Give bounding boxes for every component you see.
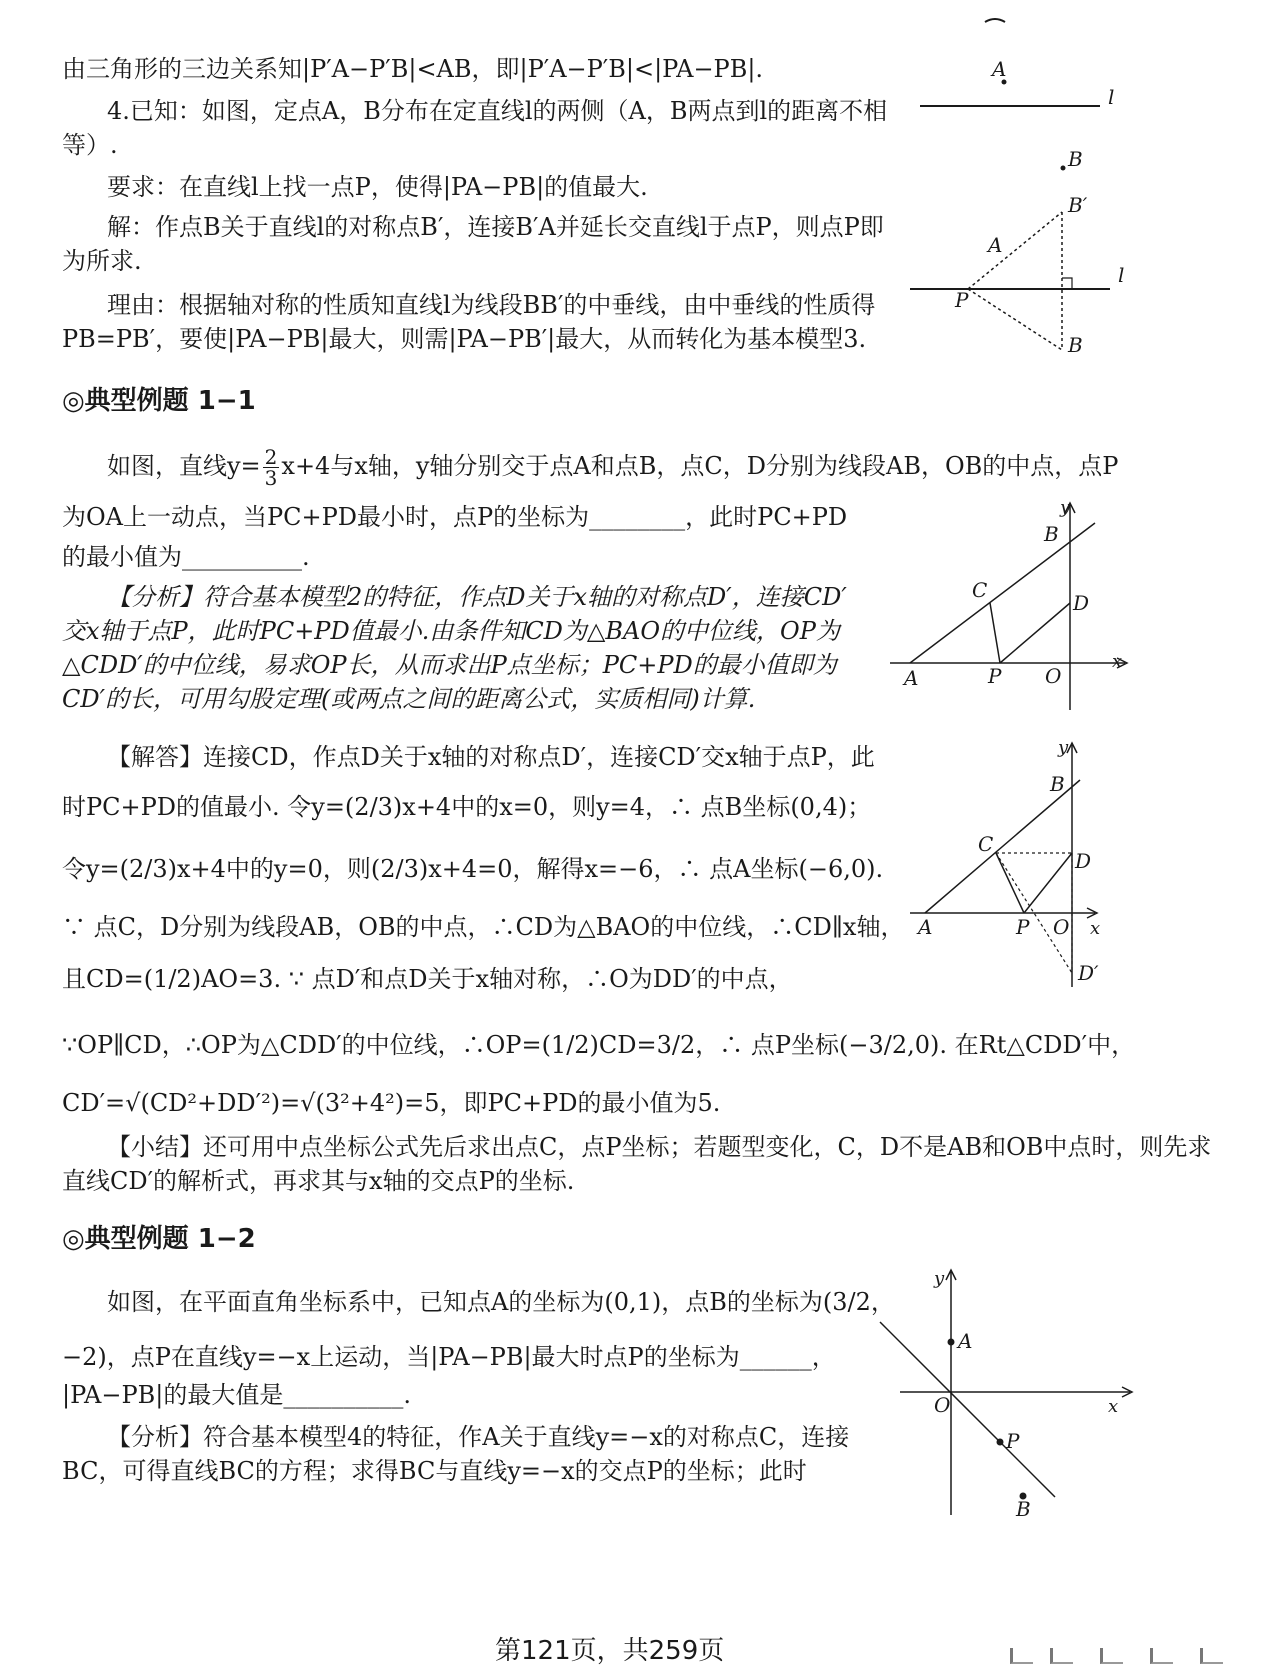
label-y: y	[934, 1268, 945, 1289]
decorative-bar-marks	[1010, 1648, 1225, 1662]
ex1-answer-line6: ∵OP∥CD，∴OP为△CDD′的中位线，∴OP=(1/2)CD=3/2，∴ 点P坐标(−3/2,0). 在Rt△CDD′中，	[62, 1031, 1136, 1059]
ex1-answer-line3: 令y=(2/3)x+4中的y=0，则(2/3)x+4=0，解得x=−6，∴ 点A坐标(−6,0).	[62, 855, 884, 883]
problem-4: 4.已知：如图，定点A，B分布在定直线l的两侧（A，B两点到l的距离不相等）.	[62, 97, 888, 159]
reason-text: 理由：根据轴对称的性质知直线l为线段BB′的中垂线，由中垂线的性质得PB=PB′，要使|PA−PB|最大，则需|PA−PB′|最大，从而转化为基本模型3.	[62, 291, 876, 353]
ex1-answer-line2: 时PC+PD的值最小. 令y=(2/3)x+4中的x=0，则y=4，∴ 点B坐标(0,4)；	[62, 793, 872, 821]
page-number-footer: 第121页，共259页	[495, 1636, 725, 1666]
label-l: l	[1118, 263, 1125, 287]
label-A: A	[992, 57, 1007, 81]
label-C: C	[972, 578, 988, 602]
ex1-answer-line7: CD′=√(CD²+DD′²)=√(3²+4²)=5，即PC+PD的最小值为5.	[62, 1089, 721, 1117]
requirement-text: 要求：在直线l上找一点P，使得|PA−PB|的值最大.	[107, 173, 648, 201]
ex1-problem-part-a: 如图，直线y=	[107, 452, 261, 480]
ex1-analysis: 【分析】符合基本模型2的特征，作点D关于x轴的对称点D′，连接CD′交x轴于点P，此时PC+PD值最小.由条件知CD为△BAO的中位线，OP为△CDD′的中位线，易求OP长，从而求出P点坐标；PC+PD的最小值即为CD′的长，可用勾股定理(或两点之间的距离公式，实质相同)计算.	[62, 583, 847, 713]
ex1-problem-line1	[107, 447, 1118, 488]
label-A: A	[958, 1329, 973, 1353]
fraction-two-thirds	[263, 447, 280, 488]
segment-PD	[1000, 603, 1070, 663]
ex1-answer-line1: 【解答】连接CD，作点D关于x轴的对称点D′，连接CD′交x轴于点P，此	[107, 743, 875, 771]
ex1-problem-line2: 为OA上一动点，当PC+PD最小时，点P的坐标为________，此时PC+PD	[62, 503, 848, 531]
label-C: C	[978, 832, 994, 856]
label-P: P	[988, 664, 1002, 688]
segment-CP	[990, 603, 1000, 663]
ex2-problem-line2: −2)，点P在直线y=−x上运动，当|PA−PB|最大时点P的坐标为______，	[62, 1343, 836, 1371]
line-AB	[910, 523, 1095, 663]
ex1-problem-part-b: x+4与x轴，y轴分别交于点A和点B，点C，D分别为线段AB，OB的中点，点P	[281, 452, 1119, 480]
label-B: B	[1044, 522, 1059, 546]
line-P-B	[968, 289, 1062, 350]
ex1-problem-line3: 的最小值为__________.	[62, 543, 310, 571]
label-x: x	[1090, 918, 1101, 939]
ex1-summary: 【小结】还可用中点坐标公式先后求出点C，点P坐标；若题型变化，C，D不是AB和OB中点时，则先求直线CD′的解析式，再求其与x轴的交点P的坐标.	[62, 1133, 1212, 1195]
label-D: D	[1073, 591, 1090, 615]
ex1-answer-line4: ∵ 点C，D分别为线段AB，OB的中点，∴CD为△BAO的中位线，∴CD∥x轴，	[62, 913, 905, 941]
label-l: l	[1108, 85, 1115, 109]
line-AB	[925, 780, 1080, 913]
right-angle-mark	[1062, 278, 1072, 289]
fraction-numerator: 2	[264, 445, 278, 469]
figure-example-1-2	[870, 1260, 1170, 1520]
label-O: O	[934, 1393, 951, 1417]
label-D: D	[1075, 849, 1092, 873]
label-B: B	[1068, 147, 1083, 171]
solution-text: 解：作点B关于直线l的对称点B′，连接B′A并延长交直线l于点P，则点P即为所求.	[62, 213, 884, 275]
segment-PD	[1024, 853, 1072, 913]
label-Dprime: D′	[1078, 961, 1099, 985]
figure-example-1-1-analysis	[880, 495, 1180, 720]
figure-example-1-1-solution	[900, 735, 1180, 995]
label-A: A	[918, 915, 933, 939]
label-B: B	[1050, 772, 1065, 796]
ex1-answer-line5: 且CD=(1/2)AO=3. ∵ 点D′和点D关于x轴对称，∴O为DD′的中点，	[62, 965, 793, 993]
figure-reflection-construction	[900, 190, 1280, 370]
label-O: O	[1053, 915, 1070, 939]
label-B: B	[1068, 333, 1083, 357]
heading-example-1-2: ◎典型例题 1−2	[62, 1224, 256, 1254]
heading-example-1-1: ◎典型例题 1−1	[62, 386, 256, 416]
label-O: O	[1045, 664, 1062, 688]
label-x: x	[1108, 1396, 1119, 1417]
label-Bprime: B′	[1068, 193, 1088, 217]
label-P: P	[1006, 1429, 1020, 1453]
label-y: y	[1058, 737, 1069, 758]
figure-line-l-points	[900, 0, 1280, 190]
point-A-dot	[948, 1339, 955, 1346]
label-y: y	[1060, 497, 1071, 518]
line-P-Bprime	[968, 212, 1062, 289]
ex2-problem-line1: 如图，在平面直角坐标系中，已知点A的坐标为(0,1)，点B的坐标为(3/2，	[107, 1288, 895, 1316]
label-P: P	[955, 288, 969, 312]
decorative-mark	[985, 19, 1005, 22]
fraction-denominator: 3	[264, 466, 278, 490]
ex2-analysis: 【分析】符合基本模型4的特征，作A关于直线y=−x的对称点C，连接BC，可得直线BC的方程；求得BC与直线y=−x的交点P的坐标；此时	[62, 1423, 850, 1485]
label-P: P	[1016, 915, 1030, 939]
label-A: A	[904, 666, 919, 690]
point-P-dot	[997, 1439, 1004, 1446]
segment-CP	[996, 853, 1024, 913]
label-x: x	[1112, 651, 1123, 672]
point-B-dot	[1061, 166, 1066, 171]
label-B: B	[1016, 1497, 1031, 1520]
ex2-problem-line3: |PA−PB|的最大值是__________.	[62, 1381, 411, 1409]
text-line-triangle-relation: 由三角形的三边关系知|P′A−P′B|<AB，即|P′A−P′B|<|PA−PB|.	[62, 55, 764, 83]
label-A: A	[988, 233, 1003, 257]
